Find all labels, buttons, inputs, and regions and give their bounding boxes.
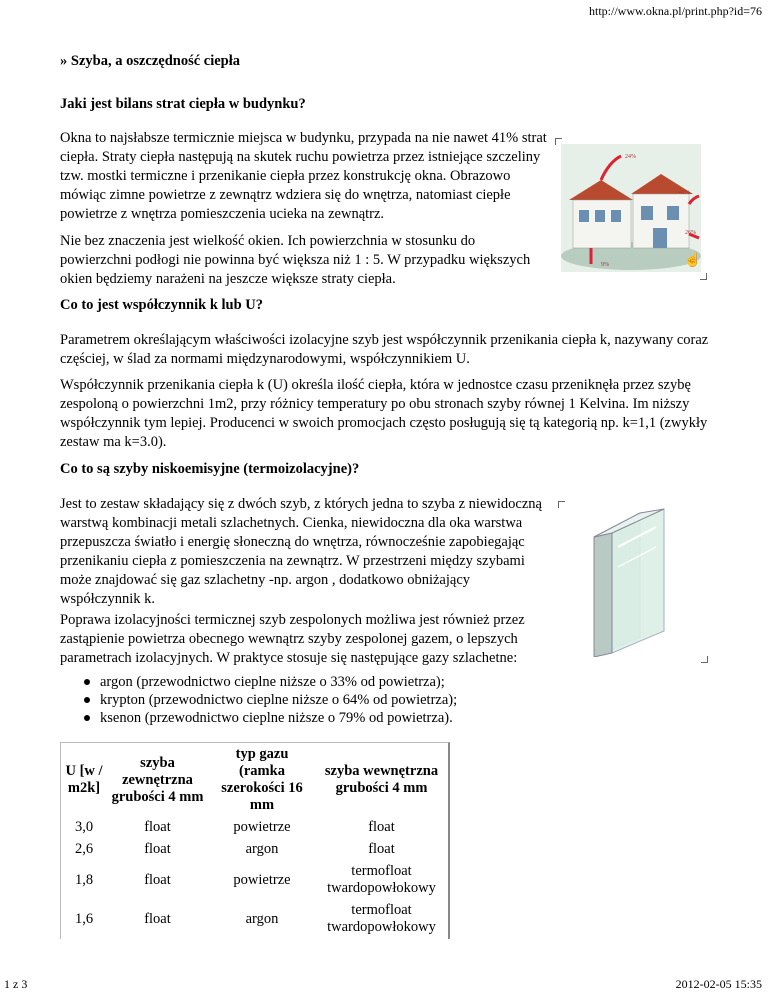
table-cell: 1,6	[74, 910, 94, 927]
list-item: argon (przewodnictwo cieplne niższe o 33% od powietrza);	[100, 673, 660, 691]
paragraph-window-size: Nie bez znaczenia jest wielkość okien. Ich powierzchnia w stosunku do powierzchni podłogi nie powinna być większa niż 1 : 5. W przypadku większych okien będziemy narażeni na jeszcze większe straty ciepła.	[60, 233, 531, 287]
paragraph-low-emission: Jest to zestaw składający się z dwóch szyb, z których jedna to szyba z niewidoczną warstwą kombinacji metali szlachetnych. Cienka, niewidoczna dla oka warstwa przepuszcza światło i energię słoneczną do wnętrza, równocześnie zapobiegając przenikaniu ciepła z pomieszczenia na zewnątrz. W przestrzeni między szybami może znajdować się gaz szlachetny -np. argon , dodatkowo obniżający współczynnik k.	[60, 496, 542, 607]
heading-heat-balance: Jaki jest bilans strat ciepła w budynku?	[60, 96, 306, 112]
heading-low-emission: Co to są szyby niskoemisyjne (termoizolacyjne)?	[60, 461, 360, 477]
table-row	[62, 817, 447, 838]
heading-k-coefficient: Co to jest współczynnik k lub U?	[60, 297, 264, 313]
table-cell: float	[144, 841, 171, 857]
column-header: szyba zewnętrzna grubości 4 mm	[111, 754, 204, 805]
gas-list	[72, 673, 660, 727]
house-heat-loss-image	[555, 138, 707, 280]
glazing-table	[60, 742, 450, 939]
print-datetime: 2012-02-05 15:35	[675, 977, 762, 991]
table-cell: 1,8	[74, 871, 94, 888]
table-cell: float	[144, 819, 171, 835]
label-wall-loss: 26%	[685, 230, 696, 236]
table-row	[62, 861, 447, 899]
table-header-row	[62, 744, 447, 816]
column-header: typ gazu (ramka szerokości 16 mm	[221, 746, 303, 813]
table-cell: float	[144, 910, 171, 927]
column-header: szyba wewnętrzna grubości 4 mm	[324, 763, 439, 796]
table-cell: float	[144, 871, 171, 888]
label-window-loss: 41%	[679, 190, 690, 196]
paragraph-heat-loss: Okna to najsłabsze termicznie miejsca w budynku, przypada na nie nawet 41% strat ciepła. Straty ciepła następują na skutek ruchu powietrza przez istniejące szczeliny tzw. mostki termiczne i przenikanie ciepła przez konstrukcję okna. Obrazowo mówiąc zimne powietrze z zewnątrz wdziera się do wnętrza, natomiast ciepłe powietrze z wnętrza pomieszczenia ucieka na zewnątrz.	[60, 130, 547, 222]
table-cell: argon	[245, 841, 279, 857]
hand-cursor-icon: ☝	[684, 253, 702, 268]
table-cell: float	[368, 819, 395, 835]
table-cell: powietrze	[233, 871, 291, 888]
table-cell: powietrze	[233, 819, 291, 835]
table-cell: 2,6	[74, 841, 94, 857]
table-cell: 3,0	[74, 819, 94, 835]
table-row	[62, 900, 447, 938]
paragraph-k-definition: Parametrem określającym właściwości izolacyjne szyb jest współczynnik przenikania ciepła k, nazywany coraz częściej, w ślad za normami międzynarodowymi, współczynnikiem U.	[60, 332, 709, 367]
label-roof-loss: 24%	[625, 154, 636, 160]
table-cell: argon	[245, 910, 279, 927]
column-header: U [w / m2k]	[65, 763, 103, 796]
page-url: http://www.okna.pl/print.php?id=76	[589, 4, 762, 18]
page-number: 1 z 3	[4, 977, 28, 991]
paragraph-k-explanation: Współczynnik przenikania ciepła k (U) określa ilość ciepła, która w jednostce czasu przeniknęła przez szybę zespoloną o powierzchni 1m2, przy różnicy temperatury po obu stronach szyby równej 1 Kelvina. Im niższy współczynnik tym lepiej. Producenci w swoich promocjach często posługują się tą kategorią np. k=1,1 (zwykły zestaw ma k=3.0).	[60, 377, 708, 450]
list-item: krypton (przewodnictwo cieplne niższe o 64% od powietrza);	[100, 691, 660, 709]
list-item: ksenon (przewodnictwo cieplne niższe o 79% od powietrza).	[100, 709, 660, 727]
paragraph-gas-filling: Poprawa izolacyjności termicznej szyb zespolonych możliwa jest również przez zastąpienie powietrza obecnego wewnątrz szyby zespolonej gazem, o lepszych parametrach izolacyjnych. W praktyce stosuje się następujące gazy szlachetne:	[60, 612, 525, 666]
table-row	[62, 839, 447, 860]
table-cell: float	[368, 841, 395, 857]
double-glazing-image	[558, 501, 708, 663]
table-cell: termofloat twardopowłokowy	[327, 902, 436, 935]
table-cell: termofloat twardopowłokowy	[327, 863, 436, 896]
label-floor-loss: 9%	[601, 262, 609, 268]
article-title: » Szyba, a oszczędność ciepła	[60, 53, 241, 69]
